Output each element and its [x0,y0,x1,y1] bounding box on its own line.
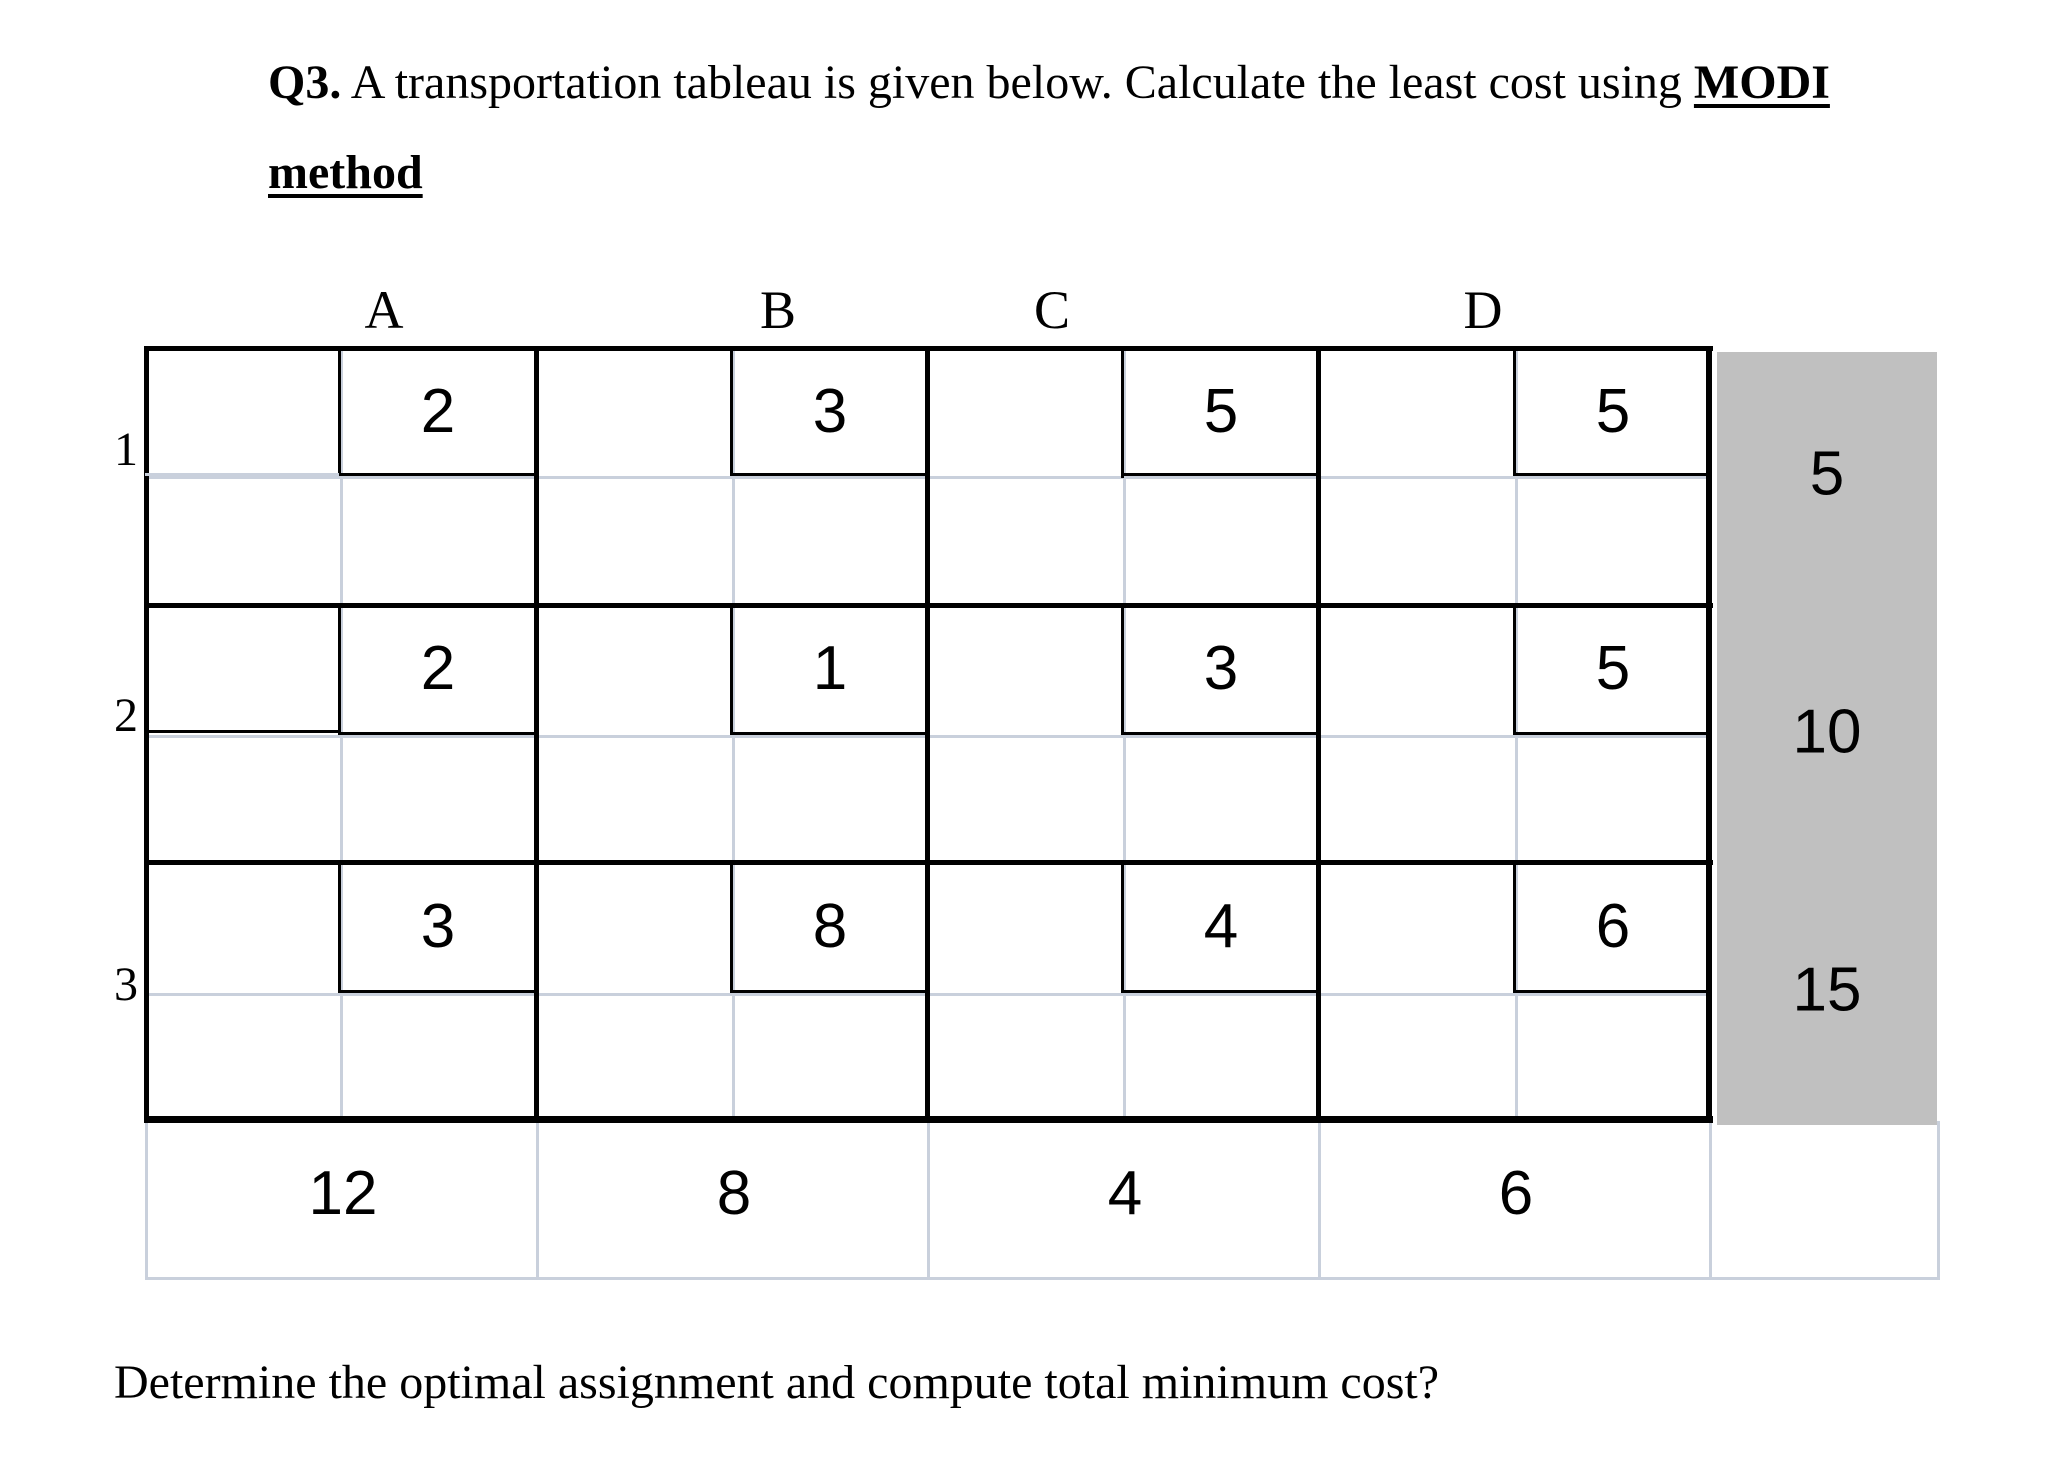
cost-2-a: 2 [420,634,456,703]
cost-1-b: 3 [812,377,848,446]
cost-3-a: 3 [420,892,456,961]
demand-c: 4 [1107,1159,1143,1228]
demand-a: 12 [308,1159,378,1228]
cost-1-d: 5 [1595,377,1631,446]
column-label-a: A [364,280,404,340]
method-word: method [268,146,423,199]
cost-3-b: 8 [812,892,848,961]
cost-2-c: 3 [1203,634,1239,703]
demand-d: 6 [1498,1159,1534,1228]
column-label-b: B [759,280,797,340]
footer-question: Determine the optimal assignment and compute total minimum cost? [114,1356,1440,1409]
method-name: MODI [1693,56,1830,109]
column-label-c: C [1033,280,1071,340]
cost-1-c: 5 [1203,377,1239,446]
demand-b: 8 [716,1159,752,1228]
row-label-2: 2 [114,689,138,742]
column-label-d: D [1463,280,1503,340]
supply-row-1: 5 [1809,439,1845,509]
question-number: Q3. [268,56,342,109]
question-body: A transportation tableau is given below. Calculate the least cost using [341,56,1694,109]
row-label-1: 1 [114,423,138,476]
cost-1-a: 2 [420,377,456,446]
row-label-3: 3 [114,958,138,1011]
cost-3-d: 6 [1595,892,1631,961]
cost-2-b: 1 [812,634,848,703]
supply-row-2: 10 [1792,697,1862,767]
supply-row-3: 15 [1792,955,1862,1025]
cost-3-c: 4 [1203,892,1239,961]
cost-2-d: 5 [1595,634,1631,703]
